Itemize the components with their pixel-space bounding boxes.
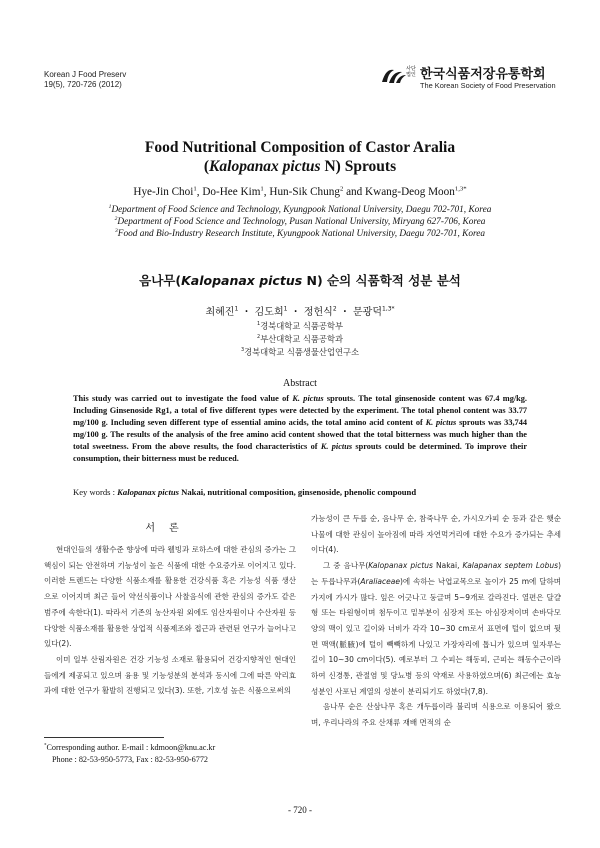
body-left-column [44, 542, 296, 699]
affiliations-en [60, 204, 540, 240]
paragraph: 현대인들의 생활수준 향상에 따라 웰빙과 로하스에 대한 관심의 증가는 그 핵심이 되는 안전하며 기능성이 높은 식품에 대한 수요증가로 이어지고 있다. 이러한 트렌드는 다양한 식품소재를 활용한 건강식품 혹은 기능성 식품 생산으로 이어지며 최근 들어 약선식품이나 사찰음식에 관한 관심의 증가도 같은 범주에 속한다(1). 따라서 기존의 농산자원 외에도 임산자원이나 수산자원 등 다양한 식품소재를 활용한 상업적 식품제조와 접근과 관련된 연구가 늘어나고 있다(2). [44, 545, 296, 649]
corresponding-email: Corresponding author. E-mail : kdmoon@knu.ac.kr [46, 743, 216, 752]
keywords-label: Key words : [73, 487, 118, 497]
keywords: Key words : Kalopanax pictus Nakai, nutritional composition, ginsenoside, phenolic compound [73, 487, 417, 497]
page-number: - 720 - [288, 805, 312, 815]
title-species: Kalopanax pictus [209, 158, 321, 175]
paragraph: 음나무 순은 산삼나무 혹은 개두릅이라 불리며 식용으로 이용되어 왔으며, 우리나라의 주요 산채류 재배 면적의 순 [311, 702, 561, 728]
body-right-column [311, 511, 561, 731]
abstract-heading: Abstract [283, 378, 317, 389]
authors-ko: 최혜진$^1$ ・ 김도희$^1$ ・ 정헌식$^2$ ・ 문광덕$^{1,3*}$ [205, 305, 395, 318]
paragraph: 이미 일부 산림자원은 건강 기능성 소재로 활용되어 건강지향적인 현대인들에게 제공되고 있으며 융용 및 기능성분의 분석과 동시에 그에 따른 약리효과에 대한 연구가 활발히 진행되고 있다(3). 또한, 기호성 높은 식품으로써의 [44, 654, 296, 696]
author-name: Kwang-Deog Moon [365, 186, 455, 198]
title-ko-species: Kalopanax pictus [181, 273, 303, 288]
section-heading-intro: 서론 [145, 523, 193, 534]
society-label-small: 사단법인 [406, 66, 416, 78]
society-header [380, 62, 565, 94]
footnote-rule [44, 737, 164, 738]
title-line2: (Kalopanax pictus N) Sprouts [203, 158, 397, 175]
affiliation: $^2$Department of Food Science and Technology, Pusan National University, Miryang 627-706, Korea [114, 215, 486, 227]
affiliation-ko: $^3$경북대학교 식품생물산업연구소 [240, 347, 360, 357]
society-name-ko: 한국식품저장유통학회 [420, 67, 546, 82]
author-name-ko: 최혜진 [205, 307, 235, 318]
corresponding-phone: Phone : 82-53-950-5773, Fax : 82-53-950-6772 [52, 755, 209, 764]
paper-title-en [40, 138, 560, 176]
affiliation: $^1$Department of Food Science and Technology, Kyungpook National University, Daegu 702-701, Korea [108, 203, 492, 215]
authors-en: Hye-Jin Choi$^1$, Do-Hee Kim$^1$, Hun-Sik Chung$^2$ and Kwang-Deog Moon$^{1,3*}$ [133, 185, 467, 198]
journal-name: Korean J Food Preserv [44, 70, 127, 79]
abstract-text: This study was carried out to investigate the food value of K. pictus sprouts. The total ginsenoside content was 67.4 mg/kg. Including Ginsenoside Rg1, a total of five different types were detected by the experiment. The total phenol content was 33.77 mg/100 g. Including seven different type of essential amino acids, the total amino acid content of K. pictus sprouts was 33,744 mg/100 g. The results of the analysis of the free amino acid content showed that the total bitterness was much higher than the total sweetness. From the above results, the food characteristics of K. pictus sprouts could be determined. To improve their consumption, their bitterness must be reduced. [73, 394, 528, 463]
paper-title-ko: 음나무(Kalopanax pictus N) 순의 식품학적 성분 분석 [139, 273, 461, 288]
paragraph: 그 중 음나무(Kalopanax pictus Nakai, Kalapanax septem Lobus)는 두릅나무과(Araliaceae)에 속하는 낙엽교목으로 높이가 25 m에 달하며 가지에 가시가 많다. 잎은 어긋나고 둥글며 5~9개로 갈라진다. 열편은 달걀형 또는 타원형이며 첨두이고 밑부분이 심장저 또는 아심장저이며 손바닥모양의 맥이 있고 길이와 너비가 각각 10~30 cm로서 표면에 털이 없으며 뒷면 맥액(脈腋)에 털이 빽빽하게 나있고 가장자리에 톱니가 있으며 잎자루는 길이 10~30 cm이다(5). 예로부터 그 수피는 해동피, 근피는 해동수근이라 하여 신경통, 관절염 및 당뇨병 등의 약재로 사용하였으며(6) 최근에는 효능성분인 사포닌 계열의 성분이 분리되기도 하였다(7,8). [311, 561, 562, 696]
journal-volume: 19(5), 720-726 (2012) [44, 80, 122, 89]
society-logo-icon [380, 64, 408, 86]
affiliation-ko: $^2$부산대학교 식품공학과 [257, 334, 343, 344]
author-name-ko: 김도희 [254, 307, 284, 318]
footnote-corresponding: *Corresponding author. E-mail : kdmoon@knu.ac.kr Phone : 82-53-950-5773, Fax : 82-53-950-6772 [44, 742, 304, 766]
author-name: Hun-Sik Chung [269, 186, 340, 198]
author-name-ko: 문광덕 [353, 307, 382, 318]
title-line1: Food Nutritional Composition of Castor Aralia [144, 139, 456, 156]
affiliation-ko: $^1$경북대학교 식품공학부 [257, 321, 343, 331]
journal-citation [44, 70, 126, 90]
society-name-en: The Korean Society of Food Preservation [420, 81, 556, 90]
author-name: Do-Hee Kim [202, 186, 261, 198]
author-name-ko: 정헌식 [303, 307, 333, 318]
author-name: Hye-Jin Choi [133, 186, 194, 198]
paragraph: 가능성이 큰 두릅 순, 음나무 순, 참죽나무 순, 가시오가피 순 등과 같은 햇순나물에 대한 관심이 높아짐에 따라 자연먹거리에 대한 수요가 증가되는 추세이다(4). [311, 514, 561, 555]
affiliation: $^3$Food and Bio-Industry Research Institute, Kyungpook National University, Daegu 702-701, Korea [114, 227, 486, 239]
